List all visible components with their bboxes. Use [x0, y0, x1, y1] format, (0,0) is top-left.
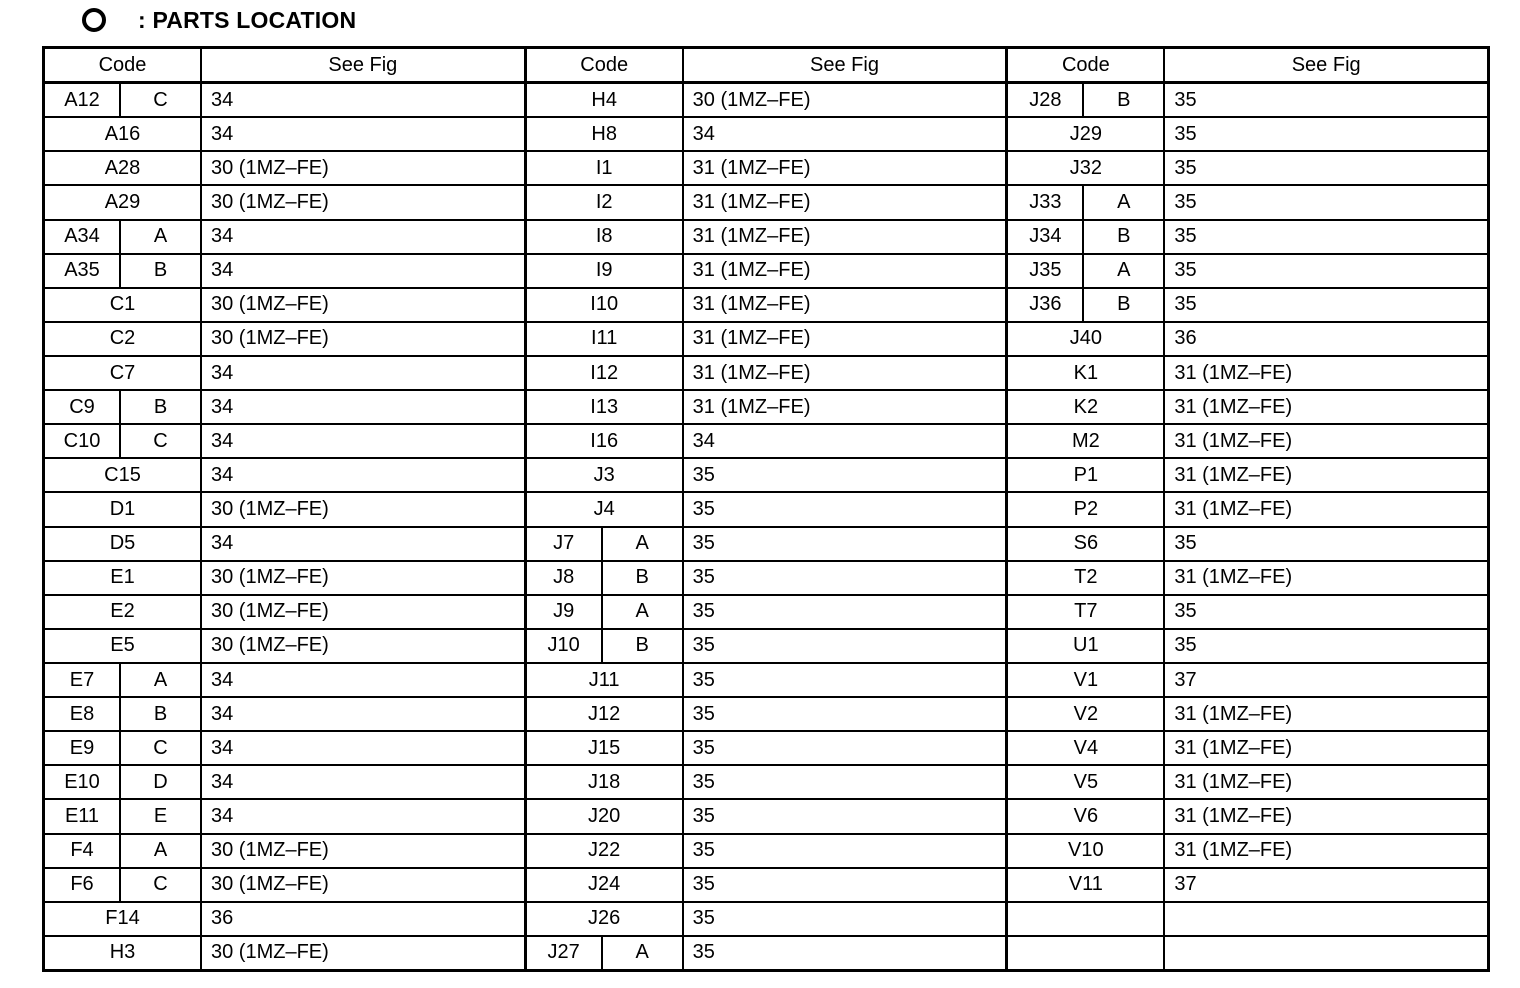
code-cell: A28: [45, 152, 202, 184]
table-row: [45, 732, 524, 766]
code-value: J33: [1008, 186, 1084, 218]
see-fig-header: See Fig: [328, 53, 398, 76]
see-fig-cell: 31 (1MZ–FE): [1174, 463, 1293, 486]
table-row: [45, 289, 524, 323]
code-value: A12: [45, 84, 121, 116]
see-fig-cell: 35: [1174, 156, 1197, 179]
see-fig-cell: 35: [692, 634, 715, 657]
see-fig-cell: 35: [1174, 293, 1197, 316]
table-header-row: [1008, 49, 1487, 84]
code-cell: I9: [527, 255, 684, 287]
see-fig-cell: 31 (1MZ–FE): [1174, 566, 1293, 589]
see-fig-cell: 36: [211, 907, 234, 930]
see-fig-cell: 35: [1174, 225, 1197, 248]
table-row: [1008, 152, 1487, 186]
code-suffix: A: [635, 532, 649, 555]
see-fig-cell: 34: [211, 395, 234, 418]
table-row: [1008, 903, 1487, 937]
see-fig-cell: 34: [211, 804, 234, 827]
code-value: E11: [45, 800, 121, 832]
see-fig-cell: 31 (1MZ–FE): [692, 225, 811, 248]
code-suffix: C: [153, 873, 168, 896]
table-row: [45, 152, 524, 186]
table-row: [45, 630, 524, 664]
table-row: [45, 459, 524, 493]
code-cell: [1008, 221, 1165, 253]
table-row: [45, 698, 524, 732]
see-fig-cell: 34: [211, 702, 234, 725]
table-row: [45, 664, 524, 698]
code-value: E8: [45, 698, 121, 730]
code-cell: I10: [527, 289, 684, 321]
table-row: [527, 391, 1006, 425]
code-cell: V5: [1008, 766, 1165, 798]
table-row: [1008, 323, 1487, 357]
code-cell: C1: [45, 289, 202, 321]
table-row: [527, 698, 1006, 732]
see-fig-cell: [1165, 937, 1487, 969]
see-fig-cell: 34: [211, 463, 234, 486]
table-row: [45, 562, 524, 596]
see-fig-cell: 35: [692, 600, 715, 623]
see-fig-header: See Fig: [1291, 53, 1361, 76]
see-fig-cell: 30 (1MZ–FE): [211, 634, 329, 657]
code-suffix: A: [153, 839, 168, 862]
code-value: C10: [45, 425, 121, 457]
table-row: [45, 357, 524, 391]
code-cell: J40: [1008, 323, 1165, 355]
code-cell: D5: [45, 528, 202, 560]
table-row: [45, 869, 524, 903]
code-cell: J24: [527, 869, 684, 901]
table-row: [527, 835, 1006, 869]
code-value: J36: [1008, 289, 1084, 321]
code-cell: [45, 664, 202, 696]
table-column-1: [45, 49, 527, 969]
see-fig-cell: 31 (1MZ–FE): [1174, 361, 1293, 384]
code-value: J8: [527, 562, 603, 594]
code-suffix: A: [635, 941, 649, 964]
code-cell: P2: [1008, 493, 1165, 525]
see-fig-header: See Fig: [810, 53, 879, 76]
code-cell: I11: [527, 323, 684, 355]
table-row: [1008, 493, 1487, 527]
code-cell: [1008, 903, 1165, 935]
table-row: [1008, 698, 1487, 732]
table-row: [1008, 357, 1487, 391]
code-cell: C7: [45, 357, 202, 389]
see-fig-cell: 31 (1MZ–FE): [692, 293, 811, 316]
see-fig-cell: 35: [1174, 122, 1197, 145]
table-row: [527, 186, 1006, 220]
code-cell: [1008, 186, 1165, 218]
code-cell: J22: [527, 835, 684, 867]
table-row: [1008, 732, 1487, 766]
code-suffix: B: [1117, 293, 1131, 316]
see-fig-cell: 34: [211, 429, 234, 452]
table-row: [1008, 425, 1487, 459]
code-cell: U1: [1008, 630, 1165, 662]
see-fig-cell: 30 (1MZ–FE): [211, 293, 329, 316]
code-cell: J4: [527, 493, 684, 525]
code-cell: I12: [527, 357, 684, 389]
code-value: F4: [45, 835, 121, 867]
see-fig-cell: 34: [211, 668, 234, 691]
code-value: A35: [45, 255, 121, 287]
table-row: [1008, 221, 1487, 255]
table-row: [527, 357, 1006, 391]
see-fig-cell: 34: [211, 736, 234, 759]
see-fig-cell: 31 (1MZ–FE): [692, 395, 811, 418]
code-cell: V1: [1008, 664, 1165, 696]
table-row: [45, 596, 524, 630]
code-cell: F14: [45, 903, 202, 935]
code-value: E7: [45, 664, 121, 696]
see-fig-cell: 30 (1MZ–FE): [211, 190, 329, 213]
see-fig-cell: 31 (1MZ–FE): [1174, 395, 1293, 418]
table-row: [527, 255, 1006, 289]
table-row: [45, 493, 524, 527]
code-suffix: C: [153, 736, 168, 759]
table-row: [1008, 289, 1487, 323]
see-fig-cell: [1165, 903, 1487, 935]
code-cell: J11: [527, 664, 684, 696]
see-fig-cell: 31 (1MZ–FE): [1174, 804, 1293, 827]
code-cell: [45, 800, 202, 832]
see-fig-cell: 35: [692, 463, 715, 486]
see-fig-cell: 34: [211, 770, 234, 793]
code-cell: M2: [1008, 425, 1165, 457]
code-cell: V4: [1008, 732, 1165, 764]
table-row: [527, 766, 1006, 800]
code-cell: P1: [1008, 459, 1165, 491]
see-fig-cell: 34: [692, 122, 715, 145]
code-cell: [1008, 289, 1165, 321]
code-cell: D1: [45, 493, 202, 525]
see-fig-cell: 31 (1MZ–FE): [692, 156, 811, 179]
table-row: [1008, 186, 1487, 220]
table-row: [1008, 869, 1487, 903]
table-row: [527, 289, 1006, 323]
code-cell: J29: [1008, 118, 1165, 150]
code-cell: I1: [527, 152, 684, 184]
code-cell: I13: [527, 391, 684, 423]
code-suffix: E: [153, 804, 168, 827]
code-cell: C2: [45, 323, 202, 355]
table-row: [527, 528, 1006, 562]
code-suffix: B: [153, 702, 168, 725]
see-fig-cell: 35: [1174, 532, 1197, 555]
see-fig-cell: 34: [211, 361, 234, 384]
code-suffix: C: [153, 88, 168, 111]
see-fig-cell: 34: [211, 225, 234, 248]
table-row: [45, 800, 524, 834]
title-row: [82, 4, 356, 36]
code-cell: I2: [527, 186, 684, 218]
code-suffix: B: [635, 566, 649, 589]
see-fig-cell: 34: [211, 532, 234, 555]
code-cell: [527, 630, 684, 662]
table-row: [527, 869, 1006, 903]
see-fig-cell: 35: [692, 702, 715, 725]
table-row: [1008, 562, 1487, 596]
code-cell: [1008, 937, 1165, 969]
code-suffix: B: [635, 634, 649, 657]
see-fig-cell: 35: [1174, 88, 1197, 111]
see-fig-cell: 30 (1MZ–FE): [211, 873, 329, 896]
code-cell: I16: [527, 425, 684, 457]
see-fig-cell: 30 (1MZ–FE): [211, 941, 329, 964]
table-row: [527, 800, 1006, 834]
code-value: J27: [527, 937, 603, 969]
code-cell: I8: [527, 221, 684, 253]
code-cell: A29: [45, 186, 202, 218]
code-header: Code: [1008, 49, 1165, 81]
table-row: [527, 664, 1006, 698]
code-cell: K1: [1008, 357, 1165, 389]
code-cell: E5: [45, 630, 202, 662]
code-suffix: A: [635, 600, 649, 623]
see-fig-cell: 35: [692, 873, 715, 896]
see-fig-cell: 35: [1174, 190, 1197, 213]
code-cell: [527, 528, 684, 560]
table-row: [45, 835, 524, 869]
see-fig-cell: 30 (1MZ–FE): [211, 497, 329, 520]
see-fig-cell: 34: [211, 122, 234, 145]
table-row: [45, 391, 524, 425]
page-title: : PARTS LOCATION: [138, 6, 357, 33]
table-row: [1008, 766, 1487, 800]
table-row: [45, 84, 524, 118]
see-fig-cell: 31 (1MZ–FE): [1174, 702, 1293, 725]
see-fig-cell: 30 (1MZ–FE): [211, 156, 329, 179]
code-value: J7: [527, 528, 603, 560]
code-suffix: B: [1117, 225, 1131, 248]
code-cell: H4: [527, 84, 684, 116]
table-header-row: [527, 49, 1006, 84]
table-row: [527, 903, 1006, 937]
see-fig-cell: 35: [692, 497, 715, 520]
table-row: [45, 425, 524, 459]
see-fig-cell: 35: [692, 907, 715, 930]
code-cell: T2: [1008, 562, 1165, 594]
code-cell: J18: [527, 766, 684, 798]
see-fig-cell: 31 (1MZ–FE): [1174, 770, 1293, 793]
see-fig-cell: 31 (1MZ–FE): [1174, 429, 1293, 452]
parts-location-table: [42, 46, 1490, 972]
table-row: [527, 221, 1006, 255]
table-row: [45, 221, 524, 255]
see-fig-cell: 36: [1174, 327, 1197, 350]
code-value: E10: [45, 766, 121, 798]
code-value: J34: [1008, 221, 1084, 253]
see-fig-cell: 31 (1MZ–FE): [1174, 736, 1293, 759]
see-fig-cell: 35: [692, 566, 715, 589]
see-fig-cell: 34: [692, 429, 715, 452]
code-cell: E2: [45, 596, 202, 628]
see-fig-cell: 35: [692, 736, 715, 759]
table-row: [527, 596, 1006, 630]
see-fig-cell: 37: [1174, 873, 1197, 896]
see-fig-cell: 35: [692, 804, 715, 827]
code-cell: [45, 391, 202, 423]
table-row: [527, 493, 1006, 527]
code-cell: V6: [1008, 800, 1165, 832]
table-row: [527, 562, 1006, 596]
table-row: [45, 323, 524, 357]
table-row: [527, 152, 1006, 186]
code-cell: J20: [527, 800, 684, 832]
code-suffix: A: [153, 225, 168, 248]
code-cell: E1: [45, 562, 202, 594]
code-cell: J26: [527, 903, 684, 935]
code-suffix: B: [153, 259, 168, 282]
table-header-row: [45, 49, 524, 84]
table-row: [45, 255, 524, 289]
see-fig-cell: 30 (1MZ–FE): [211, 839, 329, 862]
code-cell: S6: [1008, 528, 1165, 560]
code-cell: V11: [1008, 869, 1165, 901]
code-cell: [45, 869, 202, 901]
code-cell: K2: [1008, 391, 1165, 423]
code-value: F6: [45, 869, 121, 901]
table-row: [1008, 596, 1487, 630]
code-cell: [45, 425, 202, 457]
code-cell: [45, 835, 202, 867]
table-row: [527, 84, 1006, 118]
code-cell: J3: [527, 459, 684, 491]
table-row: [527, 937, 1006, 969]
see-fig-cell: 31 (1MZ–FE): [692, 327, 811, 350]
code-cell: [527, 937, 684, 969]
see-fig-cell: 31 (1MZ–FE): [692, 259, 811, 282]
code-cell: T7: [1008, 596, 1165, 628]
table-row: [45, 186, 524, 220]
table-row: [1008, 118, 1487, 152]
circle-icon: [82, 8, 106, 32]
code-cell: [45, 732, 202, 764]
table-row: [527, 459, 1006, 493]
table-row: [1008, 835, 1487, 869]
code-cell: [45, 255, 202, 287]
code-cell: V10: [1008, 835, 1165, 867]
code-cell: J12: [527, 698, 684, 730]
see-fig-cell: 35: [1174, 259, 1197, 282]
code-value: J9: [527, 596, 603, 628]
table-row: [1008, 664, 1487, 698]
see-fig-cell: 35: [692, 668, 715, 691]
table-row: [527, 118, 1006, 152]
code-cell: V2: [1008, 698, 1165, 730]
table-row: [45, 528, 524, 562]
table-row: [45, 903, 524, 937]
see-fig-cell: 30 (1MZ–FE): [211, 600, 329, 623]
code-cell: A16: [45, 118, 202, 150]
see-fig-cell: 30 (1MZ–FE): [211, 566, 329, 589]
table-row: [1008, 459, 1487, 493]
code-cell: [527, 562, 684, 594]
table-row: [527, 732, 1006, 766]
see-fig-cell: 35: [692, 941, 715, 964]
code-value: A34: [45, 221, 121, 253]
table-column-2: [527, 49, 1009, 969]
code-value: J28: [1008, 84, 1084, 116]
table-row: [45, 766, 524, 800]
code-cell: J15: [527, 732, 684, 764]
see-fig-cell: 35: [1174, 600, 1197, 623]
see-fig-cell: 30 (1MZ–FE): [211, 327, 329, 350]
see-fig-cell: 31 (1MZ–FE): [692, 190, 811, 213]
code-cell: [45, 766, 202, 798]
see-fig-cell: 31 (1MZ–FE): [692, 361, 811, 384]
see-fig-cell: 31 (1MZ–FE): [1174, 497, 1293, 520]
code-suffix: A: [1117, 259, 1131, 282]
code-cell: H3: [45, 937, 202, 969]
see-fig-cell: 35: [692, 770, 715, 793]
code-suffix: D: [153, 770, 168, 793]
table-row: [1008, 630, 1487, 664]
code-suffix: A: [153, 668, 168, 691]
code-value: J35: [1008, 255, 1084, 287]
code-cell: [1008, 255, 1165, 287]
table-row: [1008, 937, 1487, 969]
code-suffix: B: [153, 395, 168, 418]
code-cell: [45, 221, 202, 253]
code-suffix: A: [1117, 190, 1131, 213]
see-fig-cell: 37: [1174, 668, 1197, 691]
see-fig-cell: 34: [211, 259, 234, 282]
code-value: J10: [527, 630, 603, 662]
code-header: Code: [45, 49, 202, 81]
table-row: [1008, 84, 1487, 118]
see-fig-cell: 35: [692, 839, 715, 862]
code-cell: [45, 84, 202, 116]
code-header: Code: [527, 49, 684, 81]
code-cell: [45, 698, 202, 730]
table-column-3: [1008, 49, 1487, 969]
table-row: [1008, 391, 1487, 425]
code-suffix: B: [1117, 88, 1131, 111]
see-fig-cell: 31 (1MZ–FE): [1174, 839, 1293, 862]
table-row: [527, 425, 1006, 459]
see-fig-cell: 35: [692, 532, 715, 555]
code-cell: [527, 596, 684, 628]
see-fig-cell: 30 (1MZ–FE): [692, 88, 811, 111]
table-row: [1008, 800, 1487, 834]
code-value: C9: [45, 391, 121, 423]
code-cell: [1008, 84, 1165, 116]
see-fig-cell: 35: [1174, 634, 1197, 657]
see-fig-cell: 34: [211, 88, 234, 111]
table-row: [45, 937, 524, 969]
code-cell: J32: [1008, 152, 1165, 184]
table-row: [1008, 528, 1487, 562]
table-row: [527, 323, 1006, 357]
code-cell: H8: [527, 118, 684, 150]
code-suffix: C: [153, 429, 168, 452]
table-row: [1008, 255, 1487, 289]
table-row: [527, 630, 1006, 664]
table-row: [45, 118, 524, 152]
code-value: E9: [45, 732, 121, 764]
code-cell: C15: [45, 459, 202, 491]
